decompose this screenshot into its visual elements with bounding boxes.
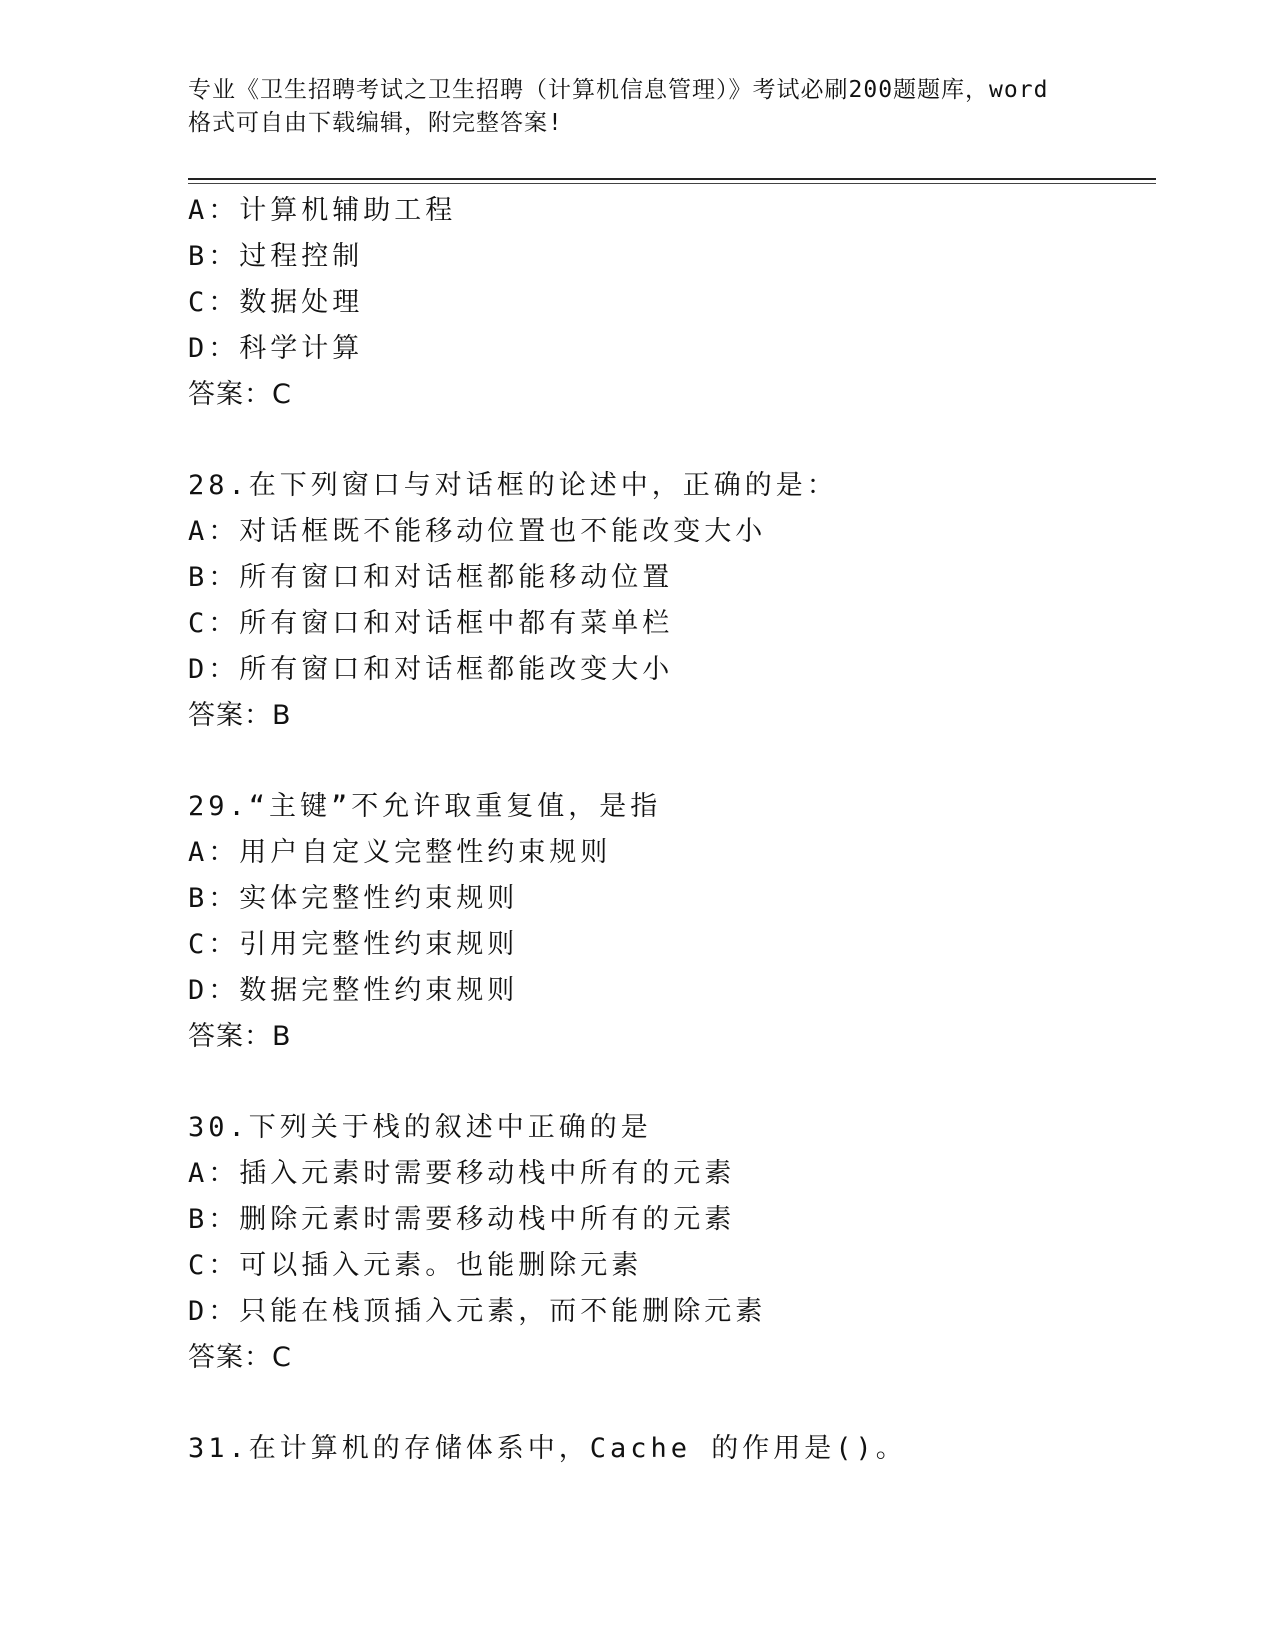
answer-text: 答案：C [188,379,292,410]
question-block-29 [188,784,1148,1060]
option-c: C：所有窗口和对话框中都有菜单栏 [188,608,674,639]
option-c: C：可以插入元素。也能删除元素 [188,1250,643,1281]
option-a: A：插入元素时需要移动栈中所有的元素 [188,1158,736,1189]
spacer [188,1381,1148,1426]
question-block-31 [188,1426,1148,1472]
spacer [188,1060,1148,1105]
option-b: B：所有窗口和对话框都能移动位置 [188,562,674,593]
header-line-2: 格式可自由下载编辑，附完整答案! [188,110,563,136]
document-header [188,74,1088,140]
question-text: 31.在计算机的存储体系中，Cache 的作用是()。 [188,1433,907,1464]
option-a: A：计算机辅助工程 [188,195,457,226]
option-a: A：对话框既不能移动位置也不能改变大小 [188,516,767,547]
option-d: D：只能在栈顶插入元素，而不能删除元素 [188,1296,767,1327]
question-text: 29.“主键”不允许取重复值，是指 [188,791,662,822]
option-b: B：实体完整性约束规则 [188,883,519,914]
option-d: D：科学计算 [188,333,364,364]
spacer [188,418,1148,463]
question-block-30 [188,1105,1148,1381]
answer-text: 答案：B [188,700,292,731]
header-line-1: 专业《卫生招聘考试之卫生招聘（计算机信息管理）》考试必刷200题题库，word [188,77,1049,103]
answer-text: 答案：B [188,1021,292,1052]
header-divider-thin [188,183,1156,184]
option-b: B：过程控制 [188,241,364,272]
spacer [188,739,1148,784]
option-c: C：数据处理 [188,287,364,318]
option-b: B：删除元素时需要移动栈中所有的元素 [188,1204,736,1235]
option-d: D：所有窗口和对话框都能改变大小 [188,654,674,685]
answer-text: 答案：C [188,1342,292,1373]
question-text: 30.下列关于栈的叙述中正确的是 [188,1112,652,1143]
question-list [188,188,1148,1472]
option-d: D：数据完整性约束规则 [188,975,519,1006]
question-block-27 [188,188,1148,418]
question-block-28 [188,463,1148,739]
option-c: C：引用完整性约束规则 [188,929,519,960]
option-a: A：用户自定义完整性约束规则 [188,837,612,868]
question-text: 28.在下列窗口与对话框的论述中，正确的是： [188,470,838,501]
header-divider-thick [188,178,1156,180]
